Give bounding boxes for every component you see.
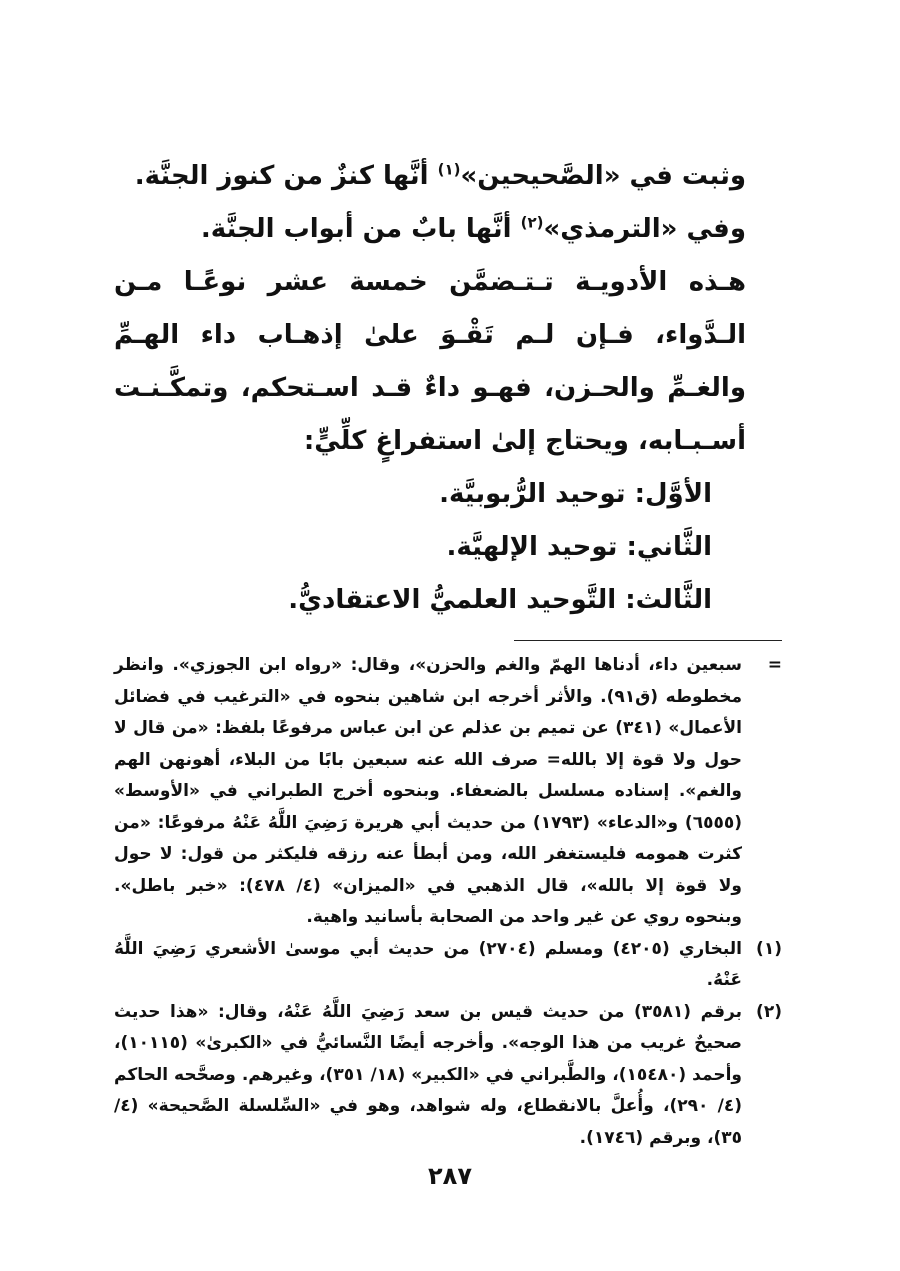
paragraph-sahihain-text: وثبت في «الصَّحيحين» [460, 161, 746, 191]
footnote-ref-1[interactable]: (١) [437, 160, 461, 179]
footnote-continuation-mark: = [767, 655, 782, 675]
page-number: ٢٨٧ [428, 1162, 472, 1190]
list-item-first: الأوَّل: توحيد الرُّبوبيَّة. [439, 479, 712, 509]
paragraph-tirmidhi [114, 203, 782, 256]
paragraph-sahihain [114, 150, 782, 203]
footnotes-section [114, 650, 782, 1154]
footnote-1 [114, 934, 782, 997]
footnote-2-mark[interactable]: (٢) [756, 1001, 782, 1022]
footnote-continued-text: سبعين داء، أدناها الهمّ والغم والحزن»، وقال: «رواه ابن الجوزي». وانظر مخطوطه (ق٩١). والأثر أخرجه ابن شاهين بنحوه في «الترغيب في فضائل الأعمال» (٣٤١) عن تميم بن عذلم عن ابن عباس مرفوعًا بلفظ: «من قال لا حول ولا قوة إلا بالله= صرف الله عنه سبعين بابًا من البلاء، أهونهن الهم والغم». إسناده مسلسل بالضعفاء. وبنحوه أخرج الطبراني في «الأوسط» (٦٥٥٥) و«الدعاء» (١٧٩٣) من حديث أبي هريرة رَضِيَ اللَّهُ عَنْهُ مرفوعًا: «من كثرت همومه فليستغفر الله، ومن أبطأ عنه رزقه فليكثر من قول: لا حول ولا قوة إلا بالله»، قال الذهبي في «الميزان» (٤/ ٤٧٨): «خبر باطل». وبنحوه روي عن غير واحد من الصحابة بأسانيد واهية. [114, 655, 743, 927]
paragraph-sahihain-rest: أنَّها كنزٌ من كنوز الجنَّة. [134, 161, 438, 191]
footnote-1-mark[interactable]: (١) [756, 938, 782, 959]
footnote-2 [114, 997, 782, 1155]
footnote-2-text: برقم (٣٥٨١) من حديث قيس بن سعد رَضِيَ اللَّهُ عَنْهُ، وقال: «هذا حديث صحيحٌ غريب من هذا الوجه». وأخرجه أيضًا النَّسائيُّ في «الكبرىٰ» (١٠١١٥)، وأحمد (١٥٤٨٠)، والطَّبراني في «الكبير» (١٨/ ٣٥١)، وغيرهم. وصحَّحه الحاكم (٤/ ٢٩٠)، وأُعلَّ بالانقطاع، وله شواهد، وهو في «السِّلسلة الصَّحيحة» (٤/ ٣٥)، وبرقم (١٧٤٦). [114, 1001, 742, 1148]
list-item-third: الثَّالث: التَّوحيد العلميُّ الاعتقاديُّ. [288, 585, 712, 615]
main-text [114, 150, 782, 627]
footnote-ref-2[interactable]: (٢) [520, 213, 544, 232]
footnote-continued [114, 650, 782, 934]
footnote-1-text: البخاري (٤٢٠٥) ومسلم (٢٧٠٤) من حديث أبي موسىٰ الأشعري رَضِيَ اللَّهُ عَنْهُ. [114, 938, 743, 990]
paragraph-remedies: هـذه الأدويـة تـتـضمَّن خمسة عشر نوعًـا مـن الـدَّواء، فـإن لـم تَقْـوَ علىٰ إذهـاب داء الهـمِّ والغـمِّ والحـزن، فهـو داءٌ قـد اسـتحكم، وتمكَّـنـت أسـبـابه، ويحتاج إلىٰ استفراغٍ كلِّيٍّ: [114, 267, 746, 456]
paragraph-tirmidhi-rest: أنَّها بابٌ من أبواب الجنَّة. [200, 214, 521, 244]
list-item-second: الثَّاني: توحيد الإلهيَّة. [446, 532, 712, 562]
paragraph-tirmidhi-text: وفي «الترمذي» [543, 214, 746, 244]
footnote-divider [514, 640, 782, 641]
